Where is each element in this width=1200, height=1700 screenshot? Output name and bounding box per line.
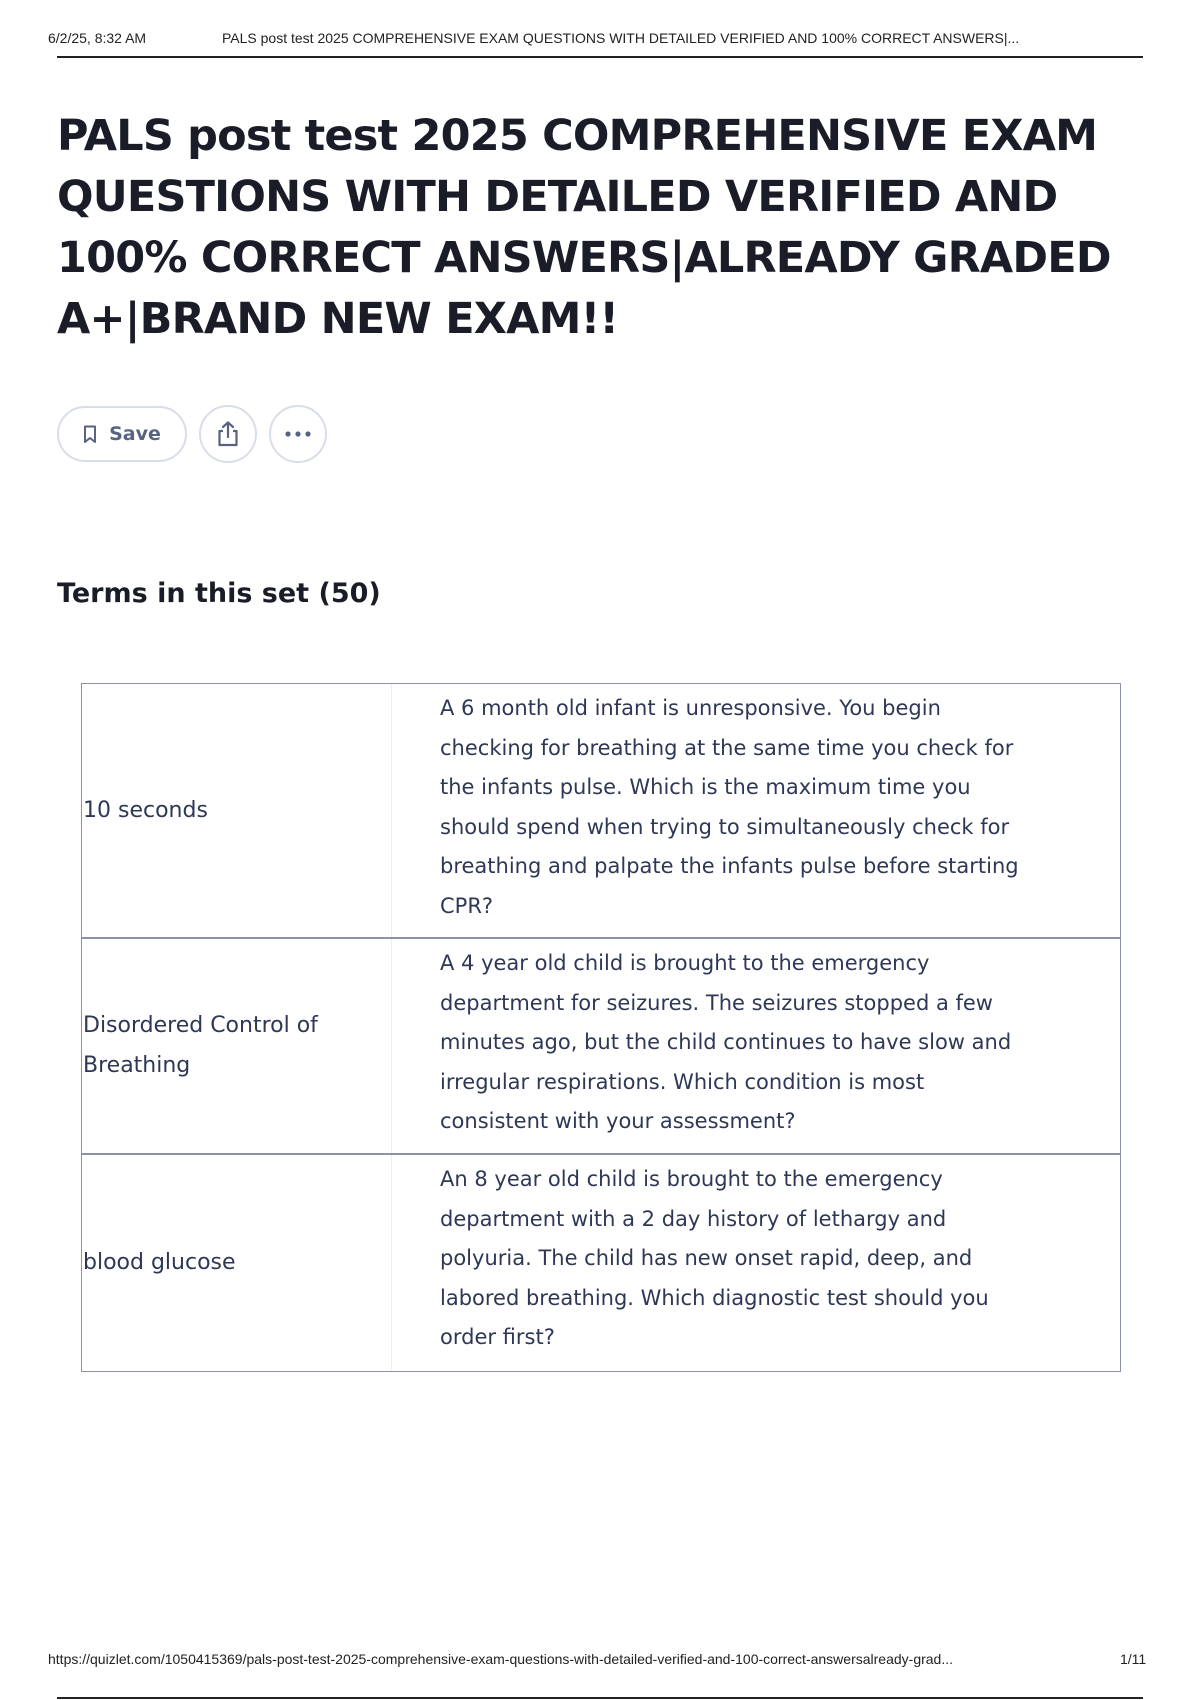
- term-row: [82, 939, 1120, 1155]
- term-word: blood glucose: [82, 1155, 392, 1371]
- term-definition: A 6 month old infant is unresponsive. You begin checking for breathing at the same time you check for the infants pulse. Which is the maximum time you should spend when trying to simultaneously check for breathing and palpate the infants pulse before starting CPR?: [440, 696, 1019, 918]
- print-document-title: PALS post test 2025 COMPREHENSIVE EXAM QUESTIONS WITH DETAILED VERIFIED AND 100% CORRECT ANSWERS|...: [222, 30, 1020, 46]
- term-definition: An 8 year old child is brought to the emergency department with a 2 day history of lethargy and polyuria. The child has new onset rapid, deep, and labored breathing. Which diagnostic test should you order first?: [440, 1167, 989, 1349]
- bookmark-icon: [83, 425, 97, 444]
- more-icon: [284, 431, 312, 437]
- page-number: 1/11: [1120, 1651, 1147, 1667]
- term-word: Disordered Control of Breathing: [82, 939, 392, 1153]
- page-title: PALS post test 2025 COMPREHENSIVE EXAM QUESTIONS WITH DETAILED VERIFIED AND 100% CORRECT ANSWERS|ALREADY GRADED A+|BRAND NEW EXAM!!: [57, 111, 1111, 344]
- header-divider: [57, 56, 1143, 58]
- terms-heading: Terms in this set (50): [57, 578, 381, 609]
- print-footer: [48, 1651, 1152, 1675]
- more-options-button[interactable]: [269, 405, 327, 463]
- print-url: https://quizlet.com/1050415369/pals-post-test-2025-comprehensive-exam-questions-with-detailed-verified-and-100-correct-answersalready-grad...: [48, 1651, 954, 1667]
- share-button[interactable]: [199, 405, 257, 463]
- footer-divider: [57, 1697, 1143, 1699]
- save-button-label: Save: [109, 423, 161, 445]
- term-word: 10 seconds: [82, 684, 392, 937]
- term-row: [82, 684, 1120, 939]
- terms-table: [81, 683, 1121, 1372]
- print-header: [48, 30, 1144, 56]
- print-datetime: 6/2/25, 8:32 AM: [48, 30, 147, 46]
- term-row: [82, 1155, 1120, 1371]
- term-definition: A 4 year old child is brought to the emergency department for seizures. The seizures stopped a few minutes ago, but the child continues to have slow and irregular respirations. Which condition is most consistent with your assessment?: [440, 951, 1012, 1133]
- share-icon: [215, 420, 241, 448]
- action-bar: [57, 404, 327, 464]
- save-button[interactable]: [57, 406, 187, 462]
